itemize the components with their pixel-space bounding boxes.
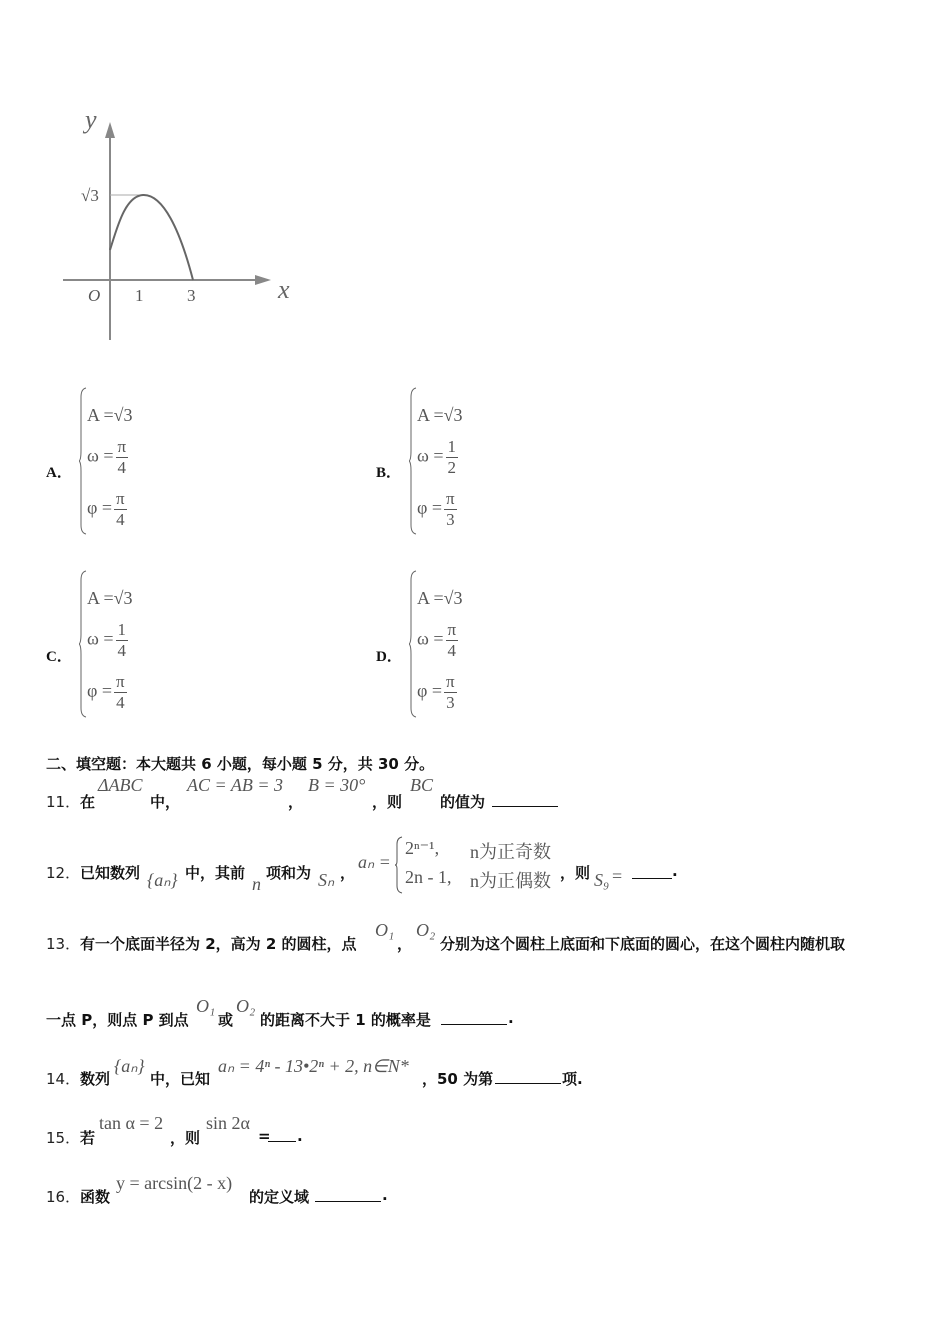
q14-answer-blank[interactable] — [495, 1083, 561, 1084]
q13-line-2b: 的距离不大于 1 的概率是 — [260, 1011, 431, 1029]
option-a-A: A =√3 — [87, 405, 133, 425]
option-b-A: A =√3 — [417, 405, 463, 425]
q13-answer-blank[interactable] — [441, 1024, 507, 1025]
q12-number: 12． — [46, 864, 81, 882]
q12-text-3: 项和为 — [266, 864, 312, 882]
option-b-omega-den: 2 — [447, 458, 456, 477]
option-a-system — [79, 387, 199, 537]
q11-text-1: 在 — [80, 793, 96, 811]
q11-answer-blank[interactable] — [492, 806, 558, 807]
q12-case-2: 2n - 1, — [405, 867, 452, 887]
option-c-phi-num: π — [116, 672, 125, 691]
option-d-phi: φ = — [417, 680, 443, 701]
option-c-omega-num: 1 — [117, 620, 126, 639]
q14-math-seq: {aₙ} — [114, 1056, 145, 1076]
q12-cond-1: n为正奇数 — [470, 842, 551, 862]
q13-line-2a: 一点 P，则点 P 到点 — [46, 1011, 189, 1029]
option-b-omega-num: 1 — [447, 437, 456, 456]
q13-math-o1: O₁ — [375, 920, 395, 940]
option-d-system — [409, 570, 529, 720]
option-c-label[interactable]: C． — [46, 649, 72, 665]
q15-math-sin: sin 2α — [206, 1113, 250, 1133]
tick-1-label: 1 — [135, 286, 144, 305]
option-d-omega: ω = — [417, 628, 444, 649]
q15-text-1: 若 — [80, 1129, 96, 1147]
q12-answer-blank[interactable] — [632, 878, 672, 879]
q13-math-o1b: O₁ — [196, 996, 216, 1016]
q14-text-3: ，50 为第 — [422, 1070, 494, 1088]
option-b-label[interactable]: B． — [376, 465, 402, 481]
option-c-omega: ω = — [87, 628, 114, 649]
q16-math-function: y = arcsin(2 - x) — [116, 1173, 233, 1193]
q12-math-s9: S₉ — [594, 870, 610, 890]
q11-text-3: ， — [288, 793, 304, 811]
option-a-omega-den: 4 — [116, 457, 129, 478]
q12-equals: = — [612, 866, 623, 886]
option-b-phi: φ = — [417, 497, 443, 518]
option-d-phi-num: π — [446, 672, 455, 691]
option-b-system — [409, 387, 529, 537]
option-c-phi-den: 4 — [114, 692, 127, 713]
q11-text-5: 的值为 — [440, 793, 486, 811]
q12-case-1: 2ⁿ⁻¹, — [405, 838, 440, 858]
q14-number: 14． — [46, 1070, 81, 1088]
q13-line-1b: 分别为这个圆柱上底面和下底面的圆心，在这个圆柱内随机取 — [440, 935, 846, 953]
q16-answer-blank[interactable] — [315, 1201, 381, 1202]
q16-text-2: 的定义域 — [249, 1188, 310, 1206]
q13-line-1: 有一个底面半径为 2，高为 2 的圆柱，点 — [80, 935, 357, 953]
q12-text-5: ，则 — [560, 864, 591, 882]
q11-number: 11． — [46, 793, 81, 811]
option-d-label[interactable]: D． — [376, 649, 402, 665]
option-c-phi: φ = — [87, 680, 113, 701]
option-b-phi-den: 3 — [444, 509, 457, 530]
q11-math-angle: B = 30° — [308, 775, 366, 795]
q14-end: 项. — [562, 1070, 583, 1088]
option-b-phi-num: π — [446, 489, 455, 508]
q11-math-sides: AC = AB = 3 — [187, 775, 283, 795]
sine-curve — [110, 195, 193, 280]
q16-number: 16． — [46, 1188, 81, 1206]
option-d-A: A =√3 — [417, 588, 463, 608]
q11-math-bc: BC — [410, 775, 434, 795]
brace-icon — [79, 570, 87, 718]
q16-end: . — [382, 1186, 388, 1204]
q15-math-tan: tan α = 2 — [99, 1113, 164, 1133]
y-axis-label: y — [85, 105, 97, 134]
option-a-label[interactable]: A． — [46, 465, 72, 481]
q14-text-2: 中，已知 — [150, 1070, 211, 1088]
q13-number: 13． — [46, 935, 81, 953]
q11-text-2: 中， — [150, 793, 181, 811]
ymax-label: √3 — [81, 186, 99, 205]
q15-text-2: ，则 — [170, 1129, 201, 1147]
option-d-omega-num: π — [447, 620, 457, 639]
y-axis-arrow — [105, 122, 115, 138]
x-axis-arrow — [255, 275, 271, 285]
q14-math-formula: aₙ = 4ⁿ - 13•2ⁿ + 2, n∈N* — [218, 1056, 409, 1076]
option-d-omega-den: 4 — [446, 640, 459, 661]
q12-math-seq: {aₙ} — [147, 870, 178, 890]
q11-math-triangle: ΔABC — [98, 775, 143, 795]
q14-text-1: 数列 — [80, 1070, 111, 1088]
option-d-phi-den: 3 — [444, 692, 457, 713]
option-c-A: A =√3 — [87, 588, 133, 608]
option-c-omega-den: 4 — [117, 641, 126, 660]
q15-number: 15． — [46, 1129, 81, 1147]
x-axis-label: x — [278, 275, 290, 304]
q13-sep: ， — [397, 935, 413, 953]
function-graph — [55, 100, 305, 345]
q11-text-4: ，则 — [372, 793, 403, 811]
q15-end: . — [297, 1127, 303, 1145]
q12-math-an: aₙ = — [358, 852, 391, 872]
brace-icon — [79, 387, 87, 535]
option-b-omega: ω = — [417, 445, 444, 466]
q13-end: . — [508, 1009, 514, 1027]
q12-text-1: 已知数列 — [80, 864, 141, 882]
q12-end: . — [672, 862, 678, 880]
q13-or: 或 — [218, 1011, 234, 1029]
q12-text-2: 中，其前 — [185, 864, 246, 882]
option-a-phi-den: 4 — [114, 509, 127, 530]
q12-math-sn: Sₙ — [318, 870, 335, 890]
q15-equals: = — [258, 1127, 271, 1145]
q13-math-o2b: O₂ — [236, 996, 256, 1016]
q15-answer-blank[interactable] — [268, 1141, 296, 1142]
option-a-phi: φ = — [87, 497, 113, 518]
brace-icon — [409, 387, 417, 535]
option-a-omega: ω = — [87, 445, 114, 466]
origin-label: O — [88, 286, 101, 305]
section-title: 二、填空题：本大题共 6 小题，每小题 5 分，共 30 分。 — [46, 755, 435, 773]
q13-math-o2: O₂ — [416, 920, 436, 940]
tick-3-label: 3 — [187, 286, 196, 305]
q12-text-4: ， — [340, 864, 356, 882]
q12-brace-icon — [395, 836, 403, 894]
q16-text-1: 函数 — [80, 1188, 111, 1206]
option-a-omega-num: π — [117, 437, 127, 456]
q12-math-n: n — [252, 874, 261, 894]
option-a-phi-num: π — [116, 489, 125, 508]
brace-icon — [409, 570, 417, 718]
q12-cond-2: n为正偶数 — [470, 871, 551, 891]
option-c-system — [79, 570, 199, 720]
